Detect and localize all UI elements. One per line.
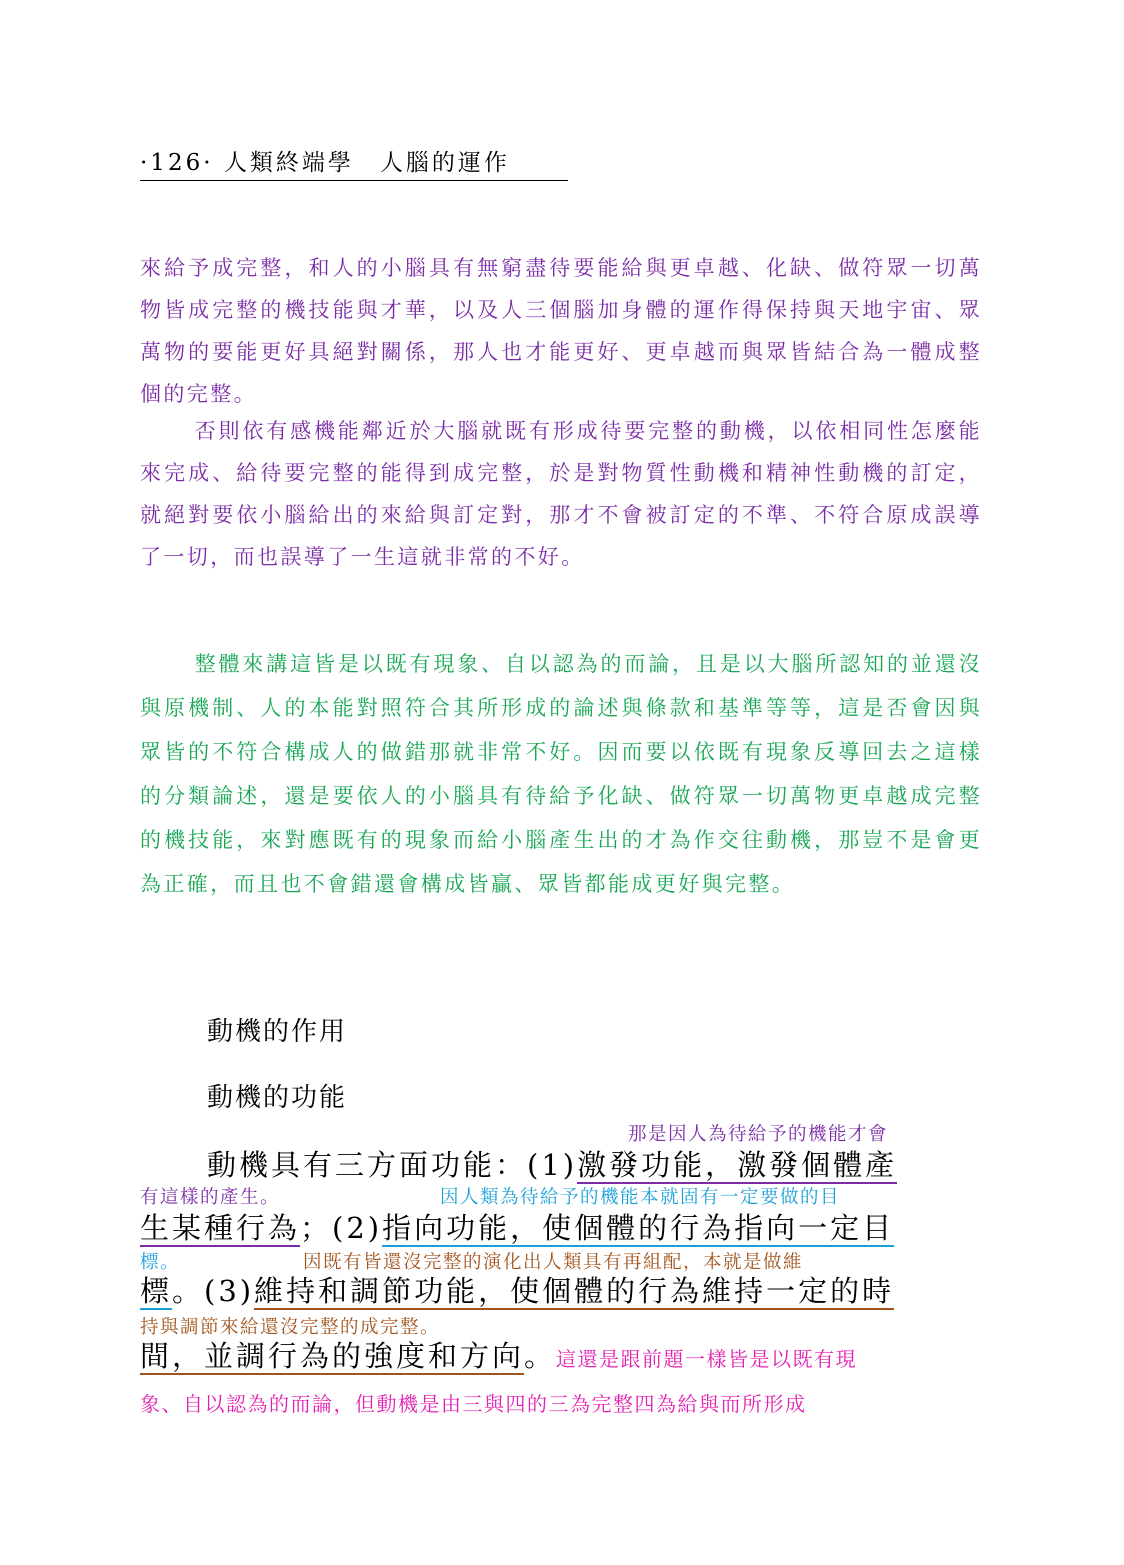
paragraph-1: 來給予成完整，和人的小腦具有無窮盡待要能給與更卓越、化缺、做符眾一切萬物皆成完整的機技能與才華，以及人三個腦加身體的運作得保持與天地宇宙、眾萬物的要能更好具絕對關係，那人也才能更好、更卓越而與眾皆結合為一體成整個的完整。 xyxy=(140,256,982,406)
textbook-line-4 xyxy=(140,1337,857,1375)
textbook-line-3-text: 。(3) xyxy=(172,1274,255,1308)
annotation-magenta-2: 象、自以認為的而論，但動機是由三與四的三為完整四為給與而所形成 xyxy=(140,1392,807,1416)
annotation-magenta-1: 這還是跟前題一樣皆是以既有現 xyxy=(556,1347,858,1371)
page-header: ·126· 人類終端學 人腦的運作 xyxy=(140,148,568,181)
textbook-line-1 xyxy=(207,1146,897,1184)
annotation-brown-2: 持與調節來給還沒完整的成完整。 xyxy=(140,1317,441,1338)
annotation-blue-2: 標。 xyxy=(140,1252,181,1273)
underlined-time-intensity: 間，並調行為的強度和方向 xyxy=(140,1339,525,1373)
textbook-line-4-text: 。 xyxy=(524,1339,557,1373)
underlined-maintain-function: 維持和調節功能，使個體的行為維持一定的時 xyxy=(254,1274,895,1308)
annotation-purple-1: 那是因人為待給予的機能才會 xyxy=(628,1124,889,1145)
textbook-line-3 xyxy=(140,1272,894,1310)
section-heading-motive-function: 動機的功能 xyxy=(207,1083,348,1113)
underlined-direct-function: 指向功能，使個體的行為指向一定目 xyxy=(382,1211,895,1245)
textbook-line-1-text: 動機具有三方面功能：(1) xyxy=(207,1148,578,1182)
underlined-behavior: 生某種行為 xyxy=(140,1211,301,1245)
textbook-line-2 xyxy=(140,1209,894,1247)
section-heading-motive-role: 動機的作用 xyxy=(207,1017,348,1047)
paragraph-2: 否則依有感機能鄰近於大腦就既有形成待要完整的動機，以依相同性怎麼能來完成、給待要完整的能得到成完整，於是對物質性動機和精神性動機的訂定，就絕對要依小腦給出的來給與訂定對，那才不會被訂定的不準、不符合原成誤導了一切，而也誤導了一生這就非常的不好。 xyxy=(140,419,982,569)
underlined-target: 標 xyxy=(140,1274,173,1308)
annotation-blue-1: 因人類為待給予的機能本就固有一定要做的目 xyxy=(440,1187,841,1208)
paragraph-3: 整體來講這皆是以既有現象、自以認為的而論，且是以大腦所認知的並還沒與原機制、人的本能對照符合其所形成的論述與條款和基準等等，這是否會因與眾皆的不符合構成人的做錯那就非常不好。因而要以依既有現象反導回去之這樣的分類論述，還是要依人的小腦具有待給予化缺、做符眾一切萬物更卓越成完整的機技能，來對應既有的現象而給小腦產生出的才為作交往動機，那豈不是會更為正確，而且也不會錯還會構成皆贏、眾皆都能成更好與完整。 xyxy=(140,652,982,896)
underlined-excite-function: 激發功能，激發個體產 xyxy=(577,1148,898,1182)
textbook-line-2-text: ；(2) xyxy=(300,1211,383,1245)
annotation-brown-1: 因既有皆還沒完整的演化出人類具有再組配，本就是做維 xyxy=(303,1252,804,1273)
annotation-purple-2: 有這樣的產生。 xyxy=(140,1187,281,1208)
